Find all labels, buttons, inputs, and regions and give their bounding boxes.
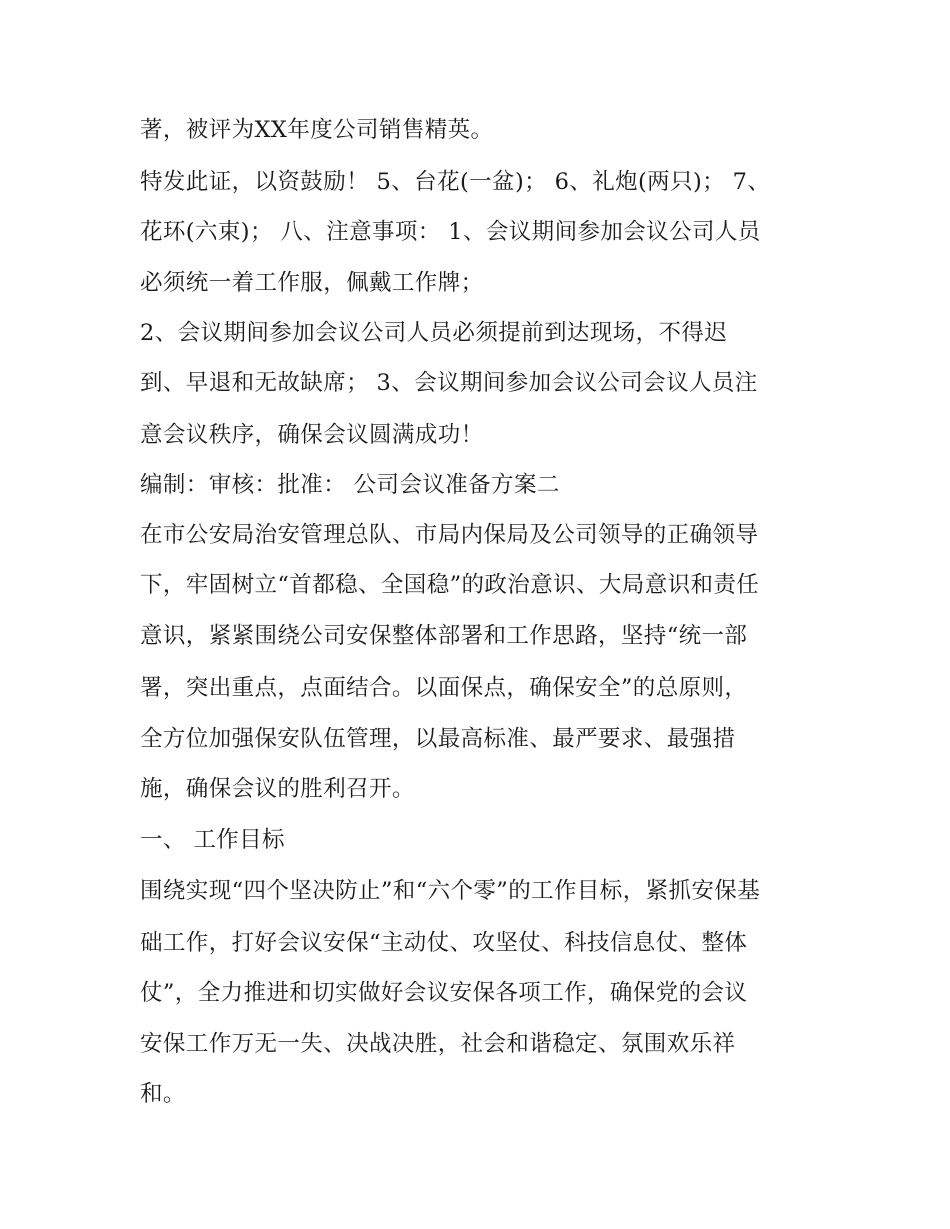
text-line: 特发此证，以资鼓励！ 5、台花(一盆)； 6、礼炮(两只)； 7、 <box>140 169 771 195</box>
text-line: 必须统一着工作服，佩戴工作牌； <box>140 270 484 296</box>
text-line: 署，突出重点，点面结合。以面保点，确保安全”的总原则， <box>140 675 748 701</box>
text-line: 花环(六束)； 八、注意事项： 1、会议期间参加会议公司人员 <box>140 219 761 245</box>
text-line: 仗”，全力推进和切实做好会议安保各项工作，确保党的会议 <box>140 980 748 1006</box>
text-line: 下，牢固树立“首都稳、全国稳”的政治意识、大局意识和责任 <box>140 572 760 598</box>
text-line: 围绕实现“四个坚决防止”和“六个零”的工作目标，紧抓安保基 <box>140 878 761 904</box>
text-line: 安保工作万无一失、决战决胜，社会和谐稳定、氛围欢乐祥 <box>140 1031 736 1057</box>
text-line: 2、会议期间参加会议公司人员必须提前到达现场，不得迟 <box>140 320 728 346</box>
text-line: 础工作，打好会议安保“主动仗、攻坚仗、科技信息仗、整体 <box>140 930 748 956</box>
text-line: 施，确保会议的胜利召开。 <box>140 776 415 802</box>
text-line: 著，被评为XX年度公司销售精英。 <box>140 117 494 143</box>
text-line: 在市公安局治安管理总队、市局内保局及公司领导的正确领导 <box>140 522 759 548</box>
text-line: 意会议秩序，确保会议圆满成功！ <box>140 422 484 448</box>
section-heading: 一、 工作目标 <box>140 827 285 853</box>
text-line: 编制：审核：批准： 公司会议准备方案二 <box>140 472 560 498</box>
text-line: 和。 <box>140 1081 186 1107</box>
text-line: 意识，紧紧围绕公司安保整体部署和工作思路，坚持“统一部 <box>140 623 748 649</box>
text-line: 全方位加强保安队伍管理，以最高标准、最严要求、最强措 <box>140 726 736 752</box>
text-line: 到、早退和无故缺席； 3、会议期间参加会议公司会议人员注 <box>140 370 758 396</box>
